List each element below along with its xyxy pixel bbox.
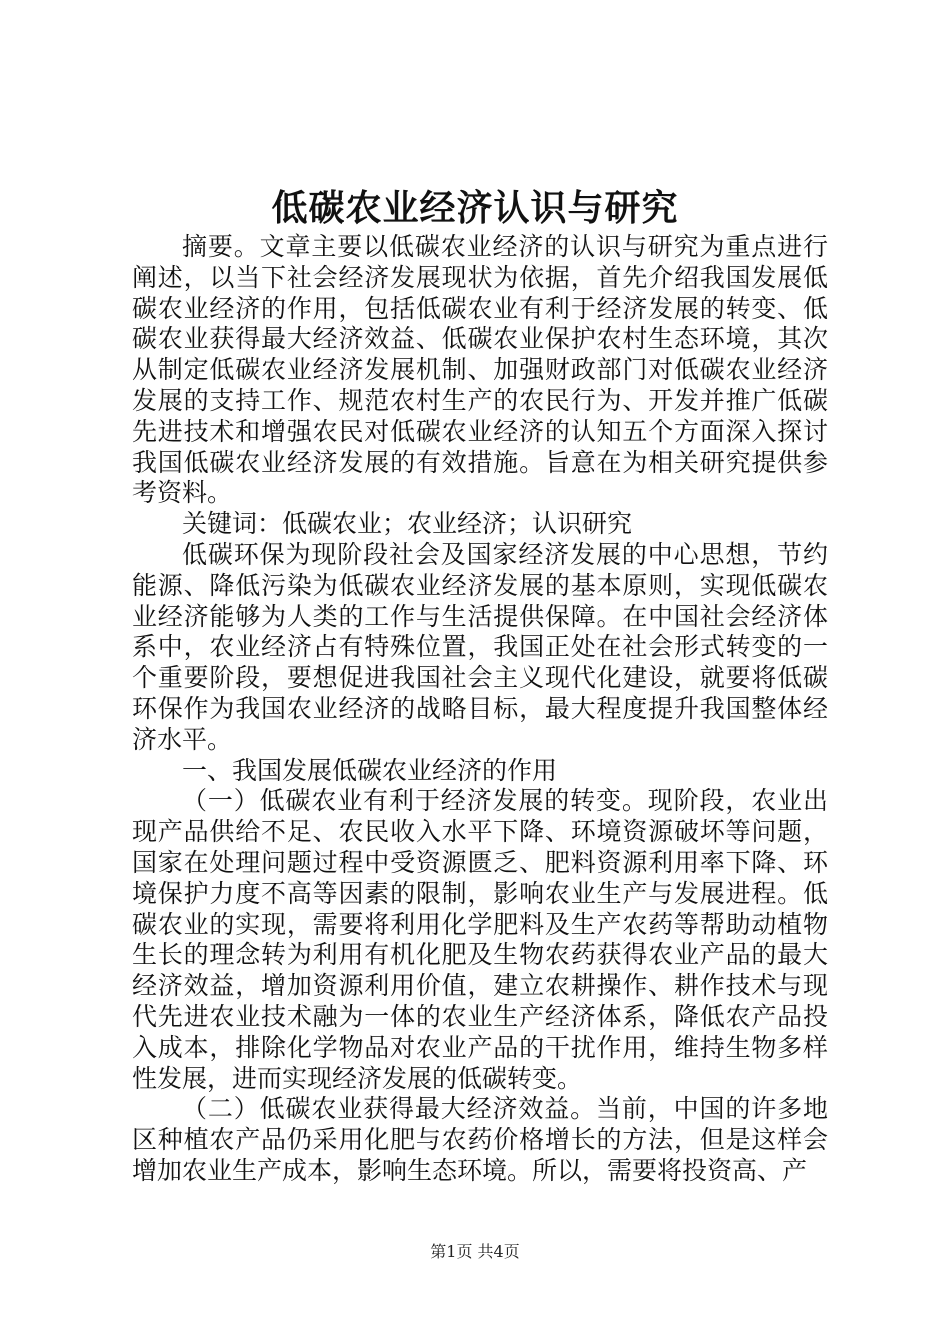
document-title: 低碳农业经济认识与研究 xyxy=(271,187,679,229)
abstract-paragraph: 摘要。文章主要以低碳农业经济的认识与研究为重点进行阐述，以当下社会经济发展现状为依据，首先介绍我国发展低碳农业经济的作用，包括低碳农业有利于经济发展的转变、低碳农业获得最大经济效益、低碳农业保护农村生态环境，其次从制定低碳农业经济发展机制、加强财政部门对低碳农业经济发展的支持工作、规范农村生产的农民行为、开发并推广低碳先进技术和增强农民对低碳农业经济的认知五个方面深入探讨我国低碳农业经济发展的有效措施。旨意在为相关研究提供参考资料。 xyxy=(132,232,828,508)
page-footer: 第1页 共4页 xyxy=(430,1242,520,1261)
intro-paragraph: 低碳环保为现阶段社会及国家经济发展的中心思想，节约能源、降低污染为低碳农业经济发展的基本原则，实现低碳农业经济能够为人类的工作与生活提供保障。在中国社会经济体系中，农业经济占有特殊位置，我国正处在社会形式转变的一个重要阶段，要想促进我国社会主义现代化建设，就要将低碳环保作为我国农业经济的战略目标，最大程度提升我国整体经济水平。 xyxy=(132,539,828,754)
document-body xyxy=(132,232,828,1187)
subsection-paragraph-2: （二）低碳农业获得最大经济效益。当前，中国的许多地区种植农产品仍采用化肥与农药价格增长的方法，但是这样会增加农业生产成本，影响生态环境。所以，需要将投资高、产 xyxy=(132,1094,828,1185)
section-heading: 一、我国发展低碳农业经济的作用 xyxy=(182,755,558,785)
keywords-paragraph: 关键词：低碳农业；农业经济；认识研究 xyxy=(182,509,633,539)
subsection-paragraph-1: （一）低碳农业有利于经济发展的转变。现阶段，农业出现产品供给不足、农民收入水平下降、环境资源破坏等问题，国家在处理问题过程中受资源匮乏、肥料资源利用率下降、环境保护力度不高等因素的限制，影响农业生产与发展进程。低碳农业的实现，需要将利用化学肥料及生产农药等帮助动植物生长的理念转为利用有机化肥及生物农药获得农业产品的最大经济效益，增加资源利用价值，建立农耕操作、耕作技术与现代先进农业技术融为一体的农业生产经济体系，降低农产品投入成本，排除化学物品对农业产品的干扰作用，维持生物多样性发展，进而实现经济发展的低碳转变。 xyxy=(132,786,828,1093)
